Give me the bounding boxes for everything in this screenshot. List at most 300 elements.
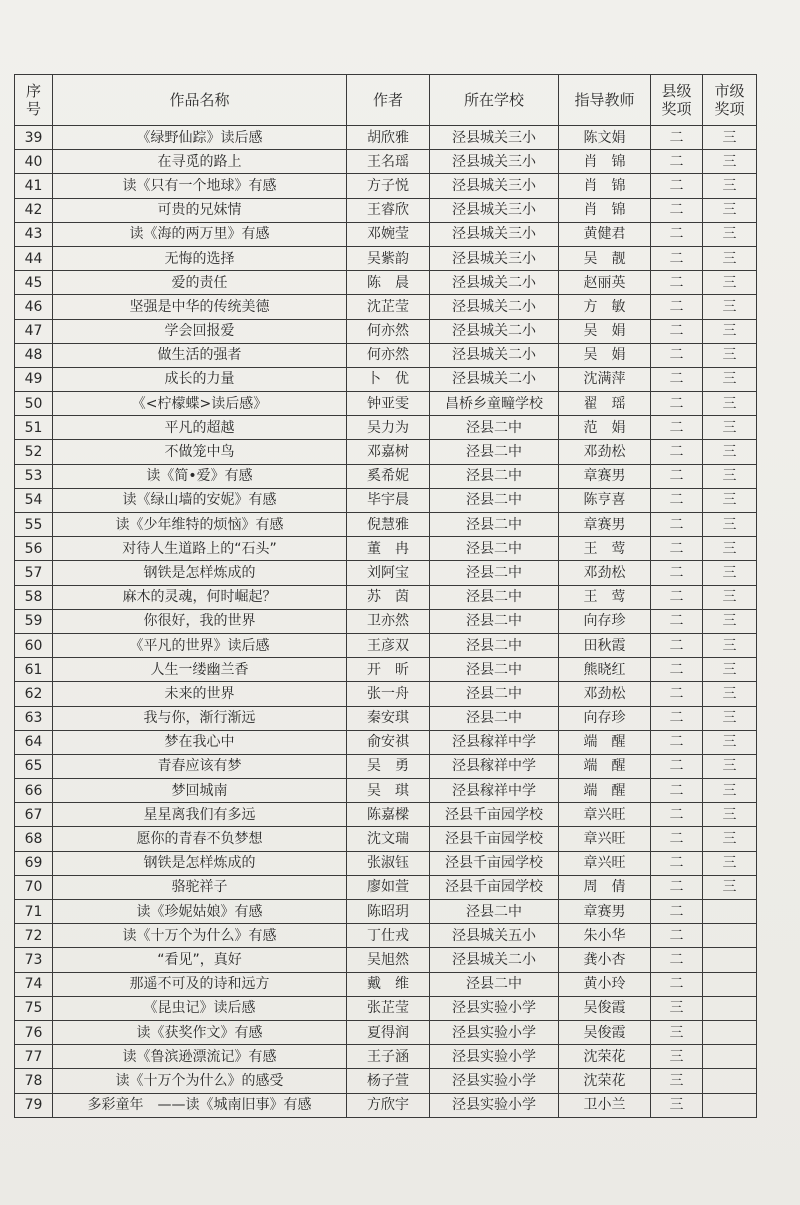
- table-row: [15, 343, 757, 367]
- cell-teacher: 沈荣花: [559, 1045, 651, 1069]
- cell-city-award: 三: [703, 803, 757, 827]
- cell-title: 可贵的兄妹情: [53, 198, 347, 222]
- table-row: [15, 440, 757, 464]
- table-row: [15, 924, 757, 948]
- cell-author: 方欣宇: [347, 1093, 430, 1117]
- header-school: 所在学校: [430, 75, 559, 126]
- header-no-line2: 号: [25, 100, 41, 118]
- cell-teacher: 田秋霞: [559, 633, 651, 657]
- cell-school: 泾县实验小学: [430, 996, 559, 1020]
- cell-title: 钢铁是怎样炼成的: [53, 561, 347, 585]
- cell-county-award: 二: [651, 537, 703, 561]
- cell-author: 苏 茵: [347, 585, 430, 609]
- cell-no: 61: [15, 658, 53, 682]
- cell-city-award: 三: [703, 658, 757, 682]
- cell-no: 73: [15, 948, 53, 972]
- cell-no: 68: [15, 827, 53, 851]
- cell-title: 你很好，我的世界: [53, 609, 347, 633]
- cell-city-award: 三: [703, 633, 757, 657]
- cell-title: 读《只有一个地球》有感: [53, 174, 347, 198]
- cell-city-award: [703, 996, 757, 1020]
- cell-title: “看见”，真好: [53, 948, 347, 972]
- cell-no: 63: [15, 706, 53, 730]
- table-row: [15, 706, 757, 730]
- cell-city-award: 三: [703, 779, 757, 803]
- cell-no: 75: [15, 996, 53, 1020]
- cell-county-award: 三: [651, 1093, 703, 1117]
- cell-title: 做生活的强者: [53, 343, 347, 367]
- table-row: [15, 295, 757, 319]
- header-teacher: 指导教师: [559, 75, 651, 126]
- cell-school: 泾县二中: [430, 561, 559, 585]
- table-row: [15, 222, 757, 246]
- cell-teacher: 章赛男: [559, 513, 651, 537]
- cell-teacher: 端 醒: [559, 730, 651, 754]
- cell-title: 钢铁是怎样炼成的: [53, 851, 347, 875]
- cell-title: 成长的力量: [53, 367, 347, 391]
- cell-teacher: 章兴旺: [559, 827, 651, 851]
- table-row: [15, 609, 757, 633]
- cell-county-award: 二: [651, 392, 703, 416]
- cell-author: 胡欣雅: [347, 126, 430, 150]
- cell-city-award: [703, 1020, 757, 1044]
- cell-title: 平凡的超越: [53, 416, 347, 440]
- cell-school: 泾县千亩园学校: [430, 851, 559, 875]
- cell-county-award: 二: [651, 222, 703, 246]
- cell-teacher: 陈亨喜: [559, 488, 651, 512]
- table-row: [15, 198, 757, 222]
- cell-school: 昌桥乡童疃学校: [430, 392, 559, 416]
- cell-no: 58: [15, 585, 53, 609]
- cell-school: 泾县千亩园学校: [430, 803, 559, 827]
- cell-title: 对待人生道路上的“石头”: [53, 537, 347, 561]
- cell-city-award: 三: [703, 827, 757, 851]
- cell-school: 泾县二中: [430, 585, 559, 609]
- table-row: [15, 126, 757, 150]
- cell-county-award: 二: [651, 246, 703, 270]
- cell-school: 泾县二中: [430, 464, 559, 488]
- cell-teacher: 翟 瑶: [559, 392, 651, 416]
- cell-county-award: 二: [651, 972, 703, 996]
- cell-county-award: 二: [651, 513, 703, 537]
- cell-teacher: 章兴旺: [559, 851, 651, 875]
- cell-school: 泾县城关二小: [430, 948, 559, 972]
- cell-no: 40: [15, 150, 53, 174]
- cell-county-award: 二: [651, 924, 703, 948]
- cell-title: 星星离我们有多远: [53, 803, 347, 827]
- cell-city-award: 三: [703, 198, 757, 222]
- cell-teacher: 周 倩: [559, 875, 651, 899]
- cell-school: 泾县二中: [430, 633, 559, 657]
- cell-city-award: 三: [703, 416, 757, 440]
- cell-teacher: 端 醒: [559, 754, 651, 778]
- cell-school: 泾县实验小学: [430, 1020, 559, 1044]
- cell-no: 46: [15, 295, 53, 319]
- awards-table: [14, 74, 757, 1118]
- cell-teacher: 陈文娟: [559, 126, 651, 150]
- cell-city-award: 三: [703, 488, 757, 512]
- cell-title: 无悔的选择: [53, 246, 347, 270]
- cell-city-award: 三: [703, 150, 757, 174]
- cell-title: 读《海的两万里》有感: [53, 222, 347, 246]
- cell-school: 泾县二中: [430, 682, 559, 706]
- table-body: [15, 126, 757, 1118]
- cell-author: 吴紫韵: [347, 246, 430, 270]
- header-author: 作者: [347, 75, 430, 126]
- cell-school: 泾县城关三小: [430, 174, 559, 198]
- cell-no: 48: [15, 343, 53, 367]
- cell-teacher: 向存珍: [559, 609, 651, 633]
- cell-author: 毕宇晨: [347, 488, 430, 512]
- table-row: [15, 730, 757, 754]
- cell-author: 秦安琪: [347, 706, 430, 730]
- cell-county-award: 二: [651, 319, 703, 343]
- cell-county-award: 二: [651, 754, 703, 778]
- table-row: [15, 271, 757, 295]
- cell-school: 泾县二中: [430, 658, 559, 682]
- cell-city-award: [703, 948, 757, 972]
- cell-school: 泾县稼祥中学: [430, 730, 559, 754]
- cell-county-award: 二: [651, 851, 703, 875]
- cell-no: 67: [15, 803, 53, 827]
- cell-school: 泾县城关二小: [430, 367, 559, 391]
- cell-title: 不做笼中鸟: [53, 440, 347, 464]
- cell-school: 泾县二中: [430, 537, 559, 561]
- cell-teacher: 端 醒: [559, 779, 651, 803]
- cell-school: 泾县二中: [430, 706, 559, 730]
- cell-author: 王睿欣: [347, 198, 430, 222]
- cell-no: 45: [15, 271, 53, 295]
- cell-no: 41: [15, 174, 53, 198]
- cell-teacher: 肖 锦: [559, 150, 651, 174]
- cell-author: 开 昕: [347, 658, 430, 682]
- cell-title: 坚强是中华的传统美德: [53, 295, 347, 319]
- cell-no: 57: [15, 561, 53, 585]
- cell-no: 43: [15, 222, 53, 246]
- cell-city-award: [703, 1069, 757, 1093]
- cell-school: 泾县城关三小: [430, 198, 559, 222]
- cell-author: 丁仕戎: [347, 924, 430, 948]
- cell-no: 42: [15, 198, 53, 222]
- cell-city-award: 三: [703, 706, 757, 730]
- cell-title: 学会回报爱: [53, 319, 347, 343]
- cell-title: 《<柠檬蝶>读后感》: [53, 392, 347, 416]
- cell-school: 泾县实验小学: [430, 1069, 559, 1093]
- cell-title: 麻木的灵魂，何时崛起？: [53, 585, 347, 609]
- cell-county-award: 二: [651, 585, 703, 609]
- table-row: [15, 513, 757, 537]
- cell-no: 52: [15, 440, 53, 464]
- cell-school: 泾县城关三小: [430, 222, 559, 246]
- cell-no: 78: [15, 1069, 53, 1093]
- cell-teacher: 沈荣花: [559, 1069, 651, 1093]
- cell-author: 董 冉: [347, 537, 430, 561]
- cell-author: 杨子萱: [347, 1069, 430, 1093]
- cell-city-award: 三: [703, 392, 757, 416]
- table-row: [15, 1045, 757, 1069]
- cell-no: 74: [15, 972, 53, 996]
- cell-author: 陈昭玥: [347, 900, 430, 924]
- cell-author: 夏得润: [347, 1020, 430, 1044]
- table-row: [15, 464, 757, 488]
- header-city-line2: 奖项: [714, 100, 745, 118]
- cell-title: 《绿野仙踪》读后感: [53, 126, 347, 150]
- cell-city-award: 三: [703, 585, 757, 609]
- cell-school: 泾县千亩园学校: [430, 875, 559, 899]
- cell-teacher: 吴 靓: [559, 246, 651, 270]
- cell-city-award: 三: [703, 513, 757, 537]
- cell-author: 沈芷莹: [347, 295, 430, 319]
- table-row: [15, 561, 757, 585]
- cell-teacher: 赵丽英: [559, 271, 651, 295]
- cell-school: 泾县稼祥中学: [430, 754, 559, 778]
- cell-school: 泾县二中: [430, 609, 559, 633]
- cell-county-award: 二: [651, 295, 703, 319]
- cell-author: 沈文瑞: [347, 827, 430, 851]
- table-row: [15, 682, 757, 706]
- cell-title: 读《珍妮姑娘》有感: [53, 900, 347, 924]
- cell-author: 何亦然: [347, 319, 430, 343]
- cell-school: 泾县城关三小: [430, 126, 559, 150]
- table-row: [15, 803, 757, 827]
- cell-teacher: 朱小华: [559, 924, 651, 948]
- cell-city-award: 三: [703, 464, 757, 488]
- cell-no: 76: [15, 1020, 53, 1044]
- cell-no: 53: [15, 464, 53, 488]
- table-header: [15, 75, 757, 126]
- header-county-award: [651, 75, 703, 126]
- table-row: [15, 367, 757, 391]
- cell-school: 泾县二中: [430, 488, 559, 512]
- cell-teacher: 王 莺: [559, 537, 651, 561]
- cell-school: 泾县二中: [430, 900, 559, 924]
- cell-school: 泾县城关五小: [430, 924, 559, 948]
- cell-city-award: 三: [703, 222, 757, 246]
- cell-title: 读《绿山墙的安妮》有感: [53, 488, 347, 512]
- cell-school: 泾县实验小学: [430, 1045, 559, 1069]
- cell-title: 《昆虫记》读后感: [53, 996, 347, 1020]
- cell-county-award: 二: [651, 706, 703, 730]
- cell-author: 何亦然: [347, 343, 430, 367]
- cell-county-award: 二: [651, 174, 703, 198]
- cell-city-award: 三: [703, 295, 757, 319]
- table-row: [15, 537, 757, 561]
- header-city-line1: 市级: [714, 82, 745, 100]
- cell-author: 王名瑶: [347, 150, 430, 174]
- cell-title: 读《十万个为什么》的感受: [53, 1069, 347, 1093]
- cell-teacher: 向存珍: [559, 706, 651, 730]
- cell-author: 钟亚雯: [347, 392, 430, 416]
- cell-teacher: 章赛男: [559, 900, 651, 924]
- table-row: [15, 754, 757, 778]
- cell-teacher: 黄健君: [559, 222, 651, 246]
- cell-city-award: 三: [703, 537, 757, 561]
- cell-no: 62: [15, 682, 53, 706]
- cell-city-award: 三: [703, 126, 757, 150]
- cell-author: 卫亦然: [347, 609, 430, 633]
- header-county-line1: 县级: [661, 82, 692, 100]
- cell-author: 吴 琪: [347, 779, 430, 803]
- cell-county-award: 二: [651, 609, 703, 633]
- cell-county-award: 二: [651, 440, 703, 464]
- cell-school: 泾县二中: [430, 416, 559, 440]
- cell-teacher: 吴 娟: [559, 343, 651, 367]
- cell-county-award: 二: [651, 803, 703, 827]
- cell-city-award: 三: [703, 609, 757, 633]
- cell-title: 愿你的青春不负梦想: [53, 827, 347, 851]
- cell-author: 廖如萱: [347, 875, 430, 899]
- cell-no: 65: [15, 754, 53, 778]
- cell-no: 54: [15, 488, 53, 512]
- table-row: [15, 633, 757, 657]
- cell-author: 吴 勇: [347, 754, 430, 778]
- table-row: [15, 1093, 757, 1117]
- cell-teacher: 邓劲松: [559, 682, 651, 706]
- table-row: [15, 996, 757, 1020]
- cell-title: 那遥不可及的诗和远方: [53, 972, 347, 996]
- cell-city-award: 三: [703, 754, 757, 778]
- table-row: [15, 900, 757, 924]
- cell-teacher: 吴俊霞: [559, 996, 651, 1020]
- cell-teacher: 范 娟: [559, 416, 651, 440]
- cell-author: 戴 维: [347, 972, 430, 996]
- cell-teacher: 章兴旺: [559, 803, 651, 827]
- cell-author: 王子涵: [347, 1045, 430, 1069]
- header-no: [15, 75, 53, 126]
- cell-teacher: 吴 娟: [559, 319, 651, 343]
- cell-title: 爱的责任: [53, 271, 347, 295]
- cell-title: 我与你，渐行渐远: [53, 706, 347, 730]
- cell-county-award: 二: [651, 633, 703, 657]
- cell-school: 泾县城关二小: [430, 319, 559, 343]
- cell-no: 60: [15, 633, 53, 657]
- cell-county-award: 二: [651, 561, 703, 585]
- cell-county-award: 二: [651, 827, 703, 851]
- cell-county-award: 三: [651, 1069, 703, 1093]
- cell-school: 泾县千亩园学校: [430, 827, 559, 851]
- table-row: [15, 827, 757, 851]
- cell-city-award: 三: [703, 682, 757, 706]
- cell-author: 吴力为: [347, 416, 430, 440]
- cell-county-award: 二: [651, 126, 703, 150]
- table-row: [15, 174, 757, 198]
- cell-county-award: 三: [651, 1020, 703, 1044]
- cell-school: 泾县二中: [430, 513, 559, 537]
- header-city-award: [703, 75, 757, 126]
- header-row: [15, 75, 757, 126]
- cell-author: 张一舟: [347, 682, 430, 706]
- cell-author: 俞安祺: [347, 730, 430, 754]
- cell-title: 未来的世界: [53, 682, 347, 706]
- table-row: [15, 1069, 757, 1093]
- table-row: [15, 851, 757, 875]
- cell-teacher: 邓劲松: [559, 440, 651, 464]
- cell-school: 泾县城关三小: [430, 150, 559, 174]
- cell-no: 71: [15, 900, 53, 924]
- cell-city-award: 三: [703, 561, 757, 585]
- cell-no: 77: [15, 1045, 53, 1069]
- header-county-line2: 奖项: [661, 100, 692, 118]
- cell-teacher: 沈满萍: [559, 367, 651, 391]
- cell-no: 72: [15, 924, 53, 948]
- cell-city-award: [703, 1045, 757, 1069]
- cell-author: 邓嘉树: [347, 440, 430, 464]
- cell-no: 55: [15, 513, 53, 537]
- cell-title: 梦回城南: [53, 779, 347, 803]
- cell-no: 56: [15, 537, 53, 561]
- cell-city-award: 三: [703, 851, 757, 875]
- cell-county-award: 二: [651, 875, 703, 899]
- cell-school: 泾县二中: [430, 440, 559, 464]
- cell-county-award: 二: [651, 948, 703, 972]
- cell-county-award: 二: [651, 488, 703, 512]
- cell-teacher: 肖 锦: [559, 174, 651, 198]
- cell-teacher: 吴俊霞: [559, 1020, 651, 1044]
- cell-author: 邓婉莹: [347, 222, 430, 246]
- table-row: [15, 416, 757, 440]
- cell-school: 泾县城关二小: [430, 271, 559, 295]
- cell-county-award: 三: [651, 1045, 703, 1069]
- table-row: [15, 585, 757, 609]
- cell-teacher: 龚小杏: [559, 948, 651, 972]
- cell-county-award: 二: [651, 658, 703, 682]
- table-row: [15, 150, 757, 174]
- cell-city-award: 三: [703, 246, 757, 270]
- cell-no: 39: [15, 126, 53, 150]
- cell-teacher: 王 莺: [559, 585, 651, 609]
- cell-county-award: 二: [651, 367, 703, 391]
- cell-title: 梦在我心中: [53, 730, 347, 754]
- cell-no: 49: [15, 367, 53, 391]
- cell-title: 读《少年维特的烦恼》有感: [53, 513, 347, 537]
- cell-county-award: 二: [651, 900, 703, 924]
- cell-author: 倪慧雅: [347, 513, 430, 537]
- cell-author: 陈嘉樑: [347, 803, 430, 827]
- cell-county-award: 二: [651, 464, 703, 488]
- cell-city-award: [703, 1093, 757, 1117]
- table-row: [15, 1020, 757, 1044]
- cell-teacher: 邓劲松: [559, 561, 651, 585]
- table-row: [15, 319, 757, 343]
- cell-no: 64: [15, 730, 53, 754]
- cell-no: 66: [15, 779, 53, 803]
- cell-author: 刘阿宝: [347, 561, 430, 585]
- cell-title: 读《十万个为什么》有感: [53, 924, 347, 948]
- cell-teacher: 黄小玲: [559, 972, 651, 996]
- cell-no: 70: [15, 875, 53, 899]
- cell-title: 青春应该有梦: [53, 754, 347, 778]
- cell-title: 多彩童年 ——读《城南旧事》有感: [53, 1093, 347, 1117]
- cell-teacher: 卫小兰: [559, 1093, 651, 1117]
- cell-school: 泾县实验小学: [430, 1093, 559, 1117]
- cell-no: 69: [15, 851, 53, 875]
- cell-city-award: [703, 900, 757, 924]
- cell-city-award: 三: [703, 367, 757, 391]
- cell-teacher: 章赛男: [559, 464, 651, 488]
- cell-county-award: 二: [651, 730, 703, 754]
- cell-city-award: 三: [703, 343, 757, 367]
- cell-title: 《平凡的世界》读后感: [53, 633, 347, 657]
- cell-school: 泾县稼祥中学: [430, 779, 559, 803]
- cell-title: 读《获奖作文》有感: [53, 1020, 347, 1044]
- cell-county-award: 二: [651, 779, 703, 803]
- cell-city-award: [703, 972, 757, 996]
- header-title: 作品名称: [53, 75, 347, 126]
- cell-school: 泾县城关三小: [430, 246, 559, 270]
- cell-no: 44: [15, 246, 53, 270]
- cell-title: 读《鲁滨逊漂流记》有感: [53, 1045, 347, 1069]
- cell-author: 奚希妮: [347, 464, 430, 488]
